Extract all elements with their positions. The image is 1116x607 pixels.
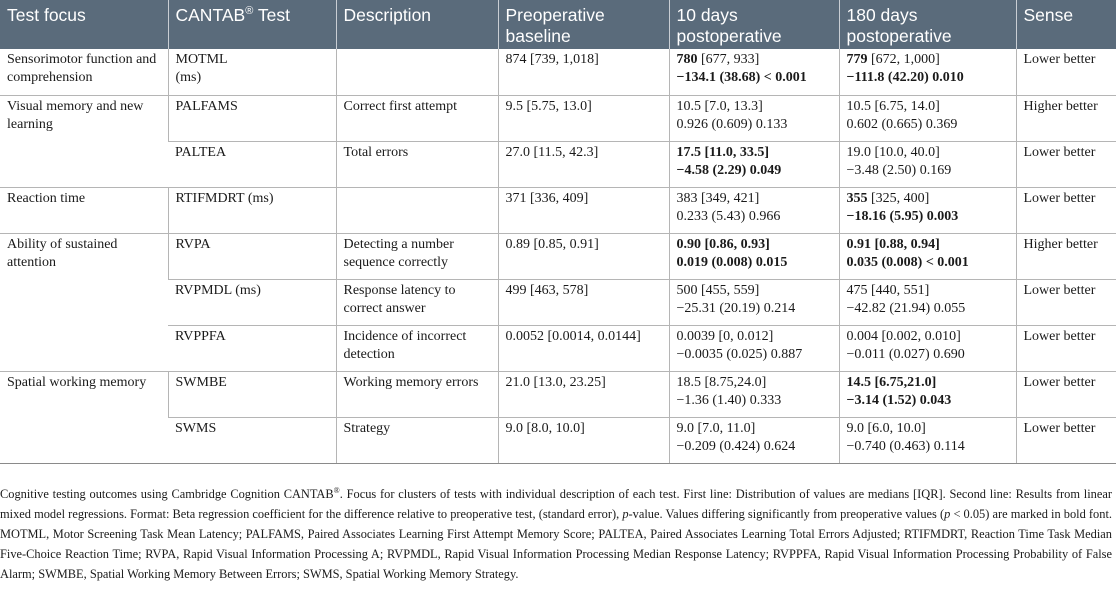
day10-cell: 18.5 [8.75,24.0] −1.36 (1.40) 0.333: [669, 371, 839, 417]
day180-cell: 9.0 [6.0, 10.0] −0.740 (0.463) 0.114: [839, 417, 1016, 463]
day10-cell: 500 [455, 559] −25.31 (20.19) 0.214: [669, 279, 839, 325]
day10-cell: 10.5 [7.0, 13.3] 0.926 (0.609) 0.133: [669, 95, 839, 141]
description-cell: [336, 49, 498, 95]
sense-cell: Higher better: [1016, 95, 1116, 141]
header-baseline: Preoperative baseline: [498, 0, 669, 49]
table-row: [0, 187, 1116, 233]
registered-mark: ®: [245, 5, 254, 18]
table-row: [0, 371, 1116, 417]
test-cell: MOTML (ms): [168, 49, 336, 95]
baseline-cell: 9.5 [5.75, 13.0]: [498, 95, 669, 141]
test-cell: SWMBE: [168, 371, 336, 417]
focus-cell: Sensorimotor function and comprehension: [0, 49, 168, 95]
description-cell: Total errors: [336, 141, 498, 187]
day180-cell: 475 [440, 551] −42.82 (21.94) 0.055: [839, 279, 1016, 325]
test-cell: PALFAMS: [168, 95, 336, 141]
baseline-cell: 371 [336, 409]: [498, 187, 669, 233]
table-caption: Cognitive testing outcomes using Cambridge Cognition CANTAB®. Focus for clusters of tests with individual description of each test. First line: Distribution of values are medians [IQR]. Second line: Results from linear mixed model regressions. Format: Beta regression coefficient for the difference relative to preoperative test, (standard error), p-value. Values differing significantly from preoperative values (p < 0.05) are marked in bold font. MOTML, Motor Screening Task Mean Latency; PALFAMS, Paired Associates Learning First Attempt Memory Score; PALTEA, Paired Associates Learning Total Errors Adjusted; RTIFMDRT, Reaction Time Task Median Five-Choice Reaction Time; RVPA, Rapid Visual Information Processing A; RVPMDL, Rapid Visual Information Processing Median Response Latency; RVPPFA, Rapid Visual Information Processing Probability of False Alarm; SWMBE, Spatial Working Memory Between Errors; SWMS, Spatial Working Memory Strategy.: [0, 485, 1112, 581]
table-row: [0, 417, 1116, 463]
table-row: [0, 233, 1116, 279]
table-row: [0, 325, 1116, 371]
sense-cell: Lower better: [1016, 187, 1116, 233]
description-cell: Response latency to correct answer: [336, 279, 498, 325]
header-test-suffix: Test: [253, 5, 290, 25]
day180-cell: 0.004 [0.002, 0.010] −0.011 (0.027) 0.690: [839, 325, 1016, 371]
test-cell: RVPPFA: [168, 325, 336, 371]
description-cell: [336, 187, 498, 233]
description-cell: Detecting a number sequence correctly: [336, 233, 498, 279]
baseline-cell: 21.0 [13.0, 23.25]: [498, 371, 669, 417]
focus-cell: Reaction time: [0, 187, 168, 233]
focus-cell: Visual memory and new learning: [0, 95, 168, 187]
baseline-cell: 0.89 [0.85, 0.91]: [498, 233, 669, 279]
table-row: [0, 141, 1116, 187]
test-cell: RVPMDL (ms): [168, 279, 336, 325]
sense-cell: Lower better: [1016, 417, 1116, 463]
table-row: [0, 49, 1116, 95]
test-cell: RTIFMDRT (ms): [168, 187, 336, 233]
sense-cell: Lower better: [1016, 141, 1116, 187]
day180-cell: 0.91 [0.88, 0.94] 0.035 (0.008) < 0.001: [839, 233, 1016, 279]
header-description: Description: [336, 0, 498, 49]
day180-cell: 779 [672, 1,000] −111.8 (42.20) 0.010: [839, 49, 1016, 95]
sense-cell: Lower better: [1016, 49, 1116, 95]
header-test-focus: Test focus: [0, 0, 168, 49]
focus-cell: Ability of sustained attention: [0, 233, 168, 371]
sense-cell: Lower better: [1016, 325, 1116, 371]
description-cell: Strategy: [336, 417, 498, 463]
header-cantab-test: [168, 0, 336, 49]
header-sense: Sense: [1016, 0, 1116, 49]
test-cell: SWMS: [168, 417, 336, 463]
day10-cell: 383 [349, 421] 0.233 (5.43) 0.966: [669, 187, 839, 233]
table-row: [0, 279, 1116, 325]
day10-cell: 17.5 [11.0, 33.5] −4.58 (2.29) 0.049: [669, 141, 839, 187]
day10-cell: 0.90 [0.86, 0.93] 0.019 (0.008) 0.015: [669, 233, 839, 279]
description-cell: Correct first attempt: [336, 95, 498, 141]
header-10-days: 10 days postoperative: [669, 0, 839, 49]
focus-cell: Spatial working memory: [0, 371, 168, 463]
description-cell: Incidence of incorrect detection: [336, 325, 498, 371]
sense-cell: Lower better: [1016, 371, 1116, 417]
day10-cell: 780 [677, 933] −134.1 (38.68) < 0.001: [669, 49, 839, 95]
baseline-cell: 27.0 [11.5, 42.3]: [498, 141, 669, 187]
description-cell: Working memory errors: [336, 371, 498, 417]
registered-mark: ®: [333, 485, 340, 495]
day10-cell: 0.0039 [0, 0.012] −0.0035 (0.025) 0.887: [669, 325, 839, 371]
table-row: [0, 95, 1116, 141]
header-cantab-label: CANTAB: [175, 5, 246, 25]
sense-cell: Higher better: [1016, 233, 1116, 279]
day180-cell: 10.5 [6.75, 14.0] 0.602 (0.665) 0.369: [839, 95, 1016, 141]
test-cell: RVPA: [168, 233, 336, 279]
test-cell: PALTEA: [168, 141, 336, 187]
baseline-cell: 0.0052 [0.0014, 0.0144]: [498, 325, 669, 371]
day180-cell: 355 [325, 400] −18.16 (5.95) 0.003: [839, 187, 1016, 233]
header-row: [0, 0, 1116, 49]
baseline-cell: 874 [739, 1,018]: [498, 49, 669, 95]
day10-cell: 9.0 [7.0, 11.0] −0.209 (0.424) 0.624: [669, 417, 839, 463]
baseline-cell: 9.0 [8.0, 10.0]: [498, 417, 669, 463]
day180-cell: 14.5 [6.75,21.0] −3.14 (1.52) 0.043: [839, 371, 1016, 417]
header-180-days: 180 days postoperative: [839, 0, 1016, 49]
sense-cell: Lower better: [1016, 279, 1116, 325]
day180-cell: 19.0 [10.0, 40.0] −3.48 (2.50) 0.169: [839, 141, 1016, 187]
baseline-cell: 499 [463, 578]: [498, 279, 669, 325]
